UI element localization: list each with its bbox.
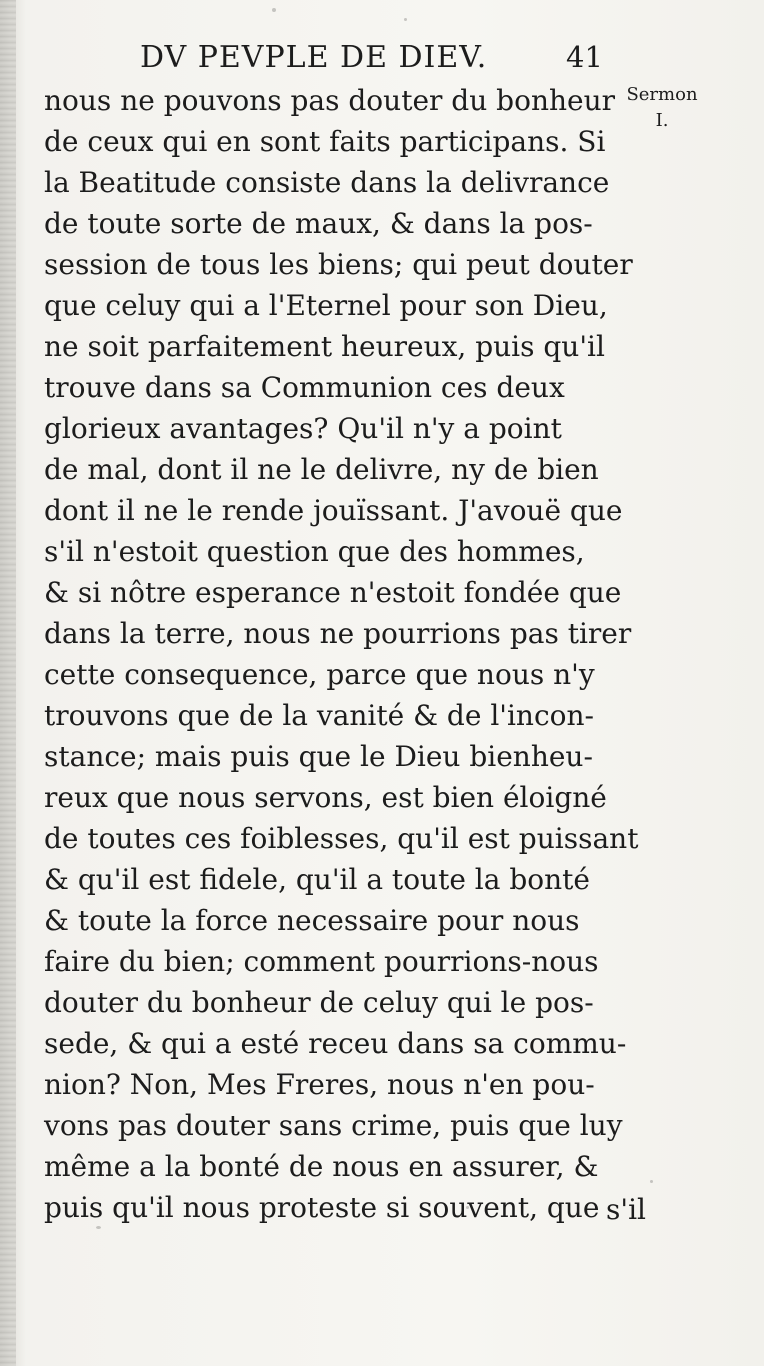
text-line: douter du bonheur de celuy qui le pos- [44,986,594,1019]
body-text [44,80,644,1228]
text-line: trouvons que de la vanité & de l'incon- [44,699,594,732]
text-line: session de tous les biens; qui peut douter [44,248,633,281]
text-line: s'il n'estoit question que des hommes, [44,535,585,568]
text-line: faire du bien; comment pourrions-nous [44,945,599,978]
scan-speck [272,8,276,12]
running-head: DV PEVPLE DE DIEV. [140,40,488,75]
text-line: trouve dans sa Communion ces deux [44,371,565,404]
margin-note-label: Sermon [626,84,698,105]
text-line: & qu'il est fidele, qu'il a toute la bonté [44,863,590,896]
text-line: de toutes ces foiblesses, qu'il est puissant [44,822,639,855]
scan-speck [650,1180,653,1183]
text-line: ne soit parfaitement heureux, puis qu'il [44,330,605,363]
text-line: nous ne pouvons pas douter du bonheur [44,84,615,117]
scan-speck [466,1206,469,1209]
text-line: même a la bonté de nous en assurer, & [44,1150,599,1183]
margin-note-number: I. [655,110,669,132]
text-line: cette consequence, parce que nous n'y [44,658,595,691]
text-line: & si nôtre esperance n'estoit fondée que [44,576,622,609]
text-line: reux que nous servons, est bien éloigné [44,781,607,814]
text-line: dans la terre, nous ne pourrions pas tirer [44,617,632,650]
scan-speck [96,1226,101,1229]
catchword: s'il [606,1193,646,1226]
text-line: & toute la force necessaire pour nous [44,904,580,937]
text-line: la Beatitude consiste dans la delivrance [44,166,610,199]
text-line: sede, & qui a esté receu dans sa commu- [44,1027,627,1060]
text-line: de ceux qui en sont faits participans. Si [44,125,606,158]
text-line: stance; mais puis que le Dieu bienheu- [44,740,593,773]
scan-speck [404,18,407,21]
text-line: vons pas douter sans crime, puis que luy [44,1109,623,1142]
text-line: puis qu'il nous proteste si souvent, que [44,1191,600,1224]
text-line: dont il ne le rende jouïssant. J'avouë que [44,494,623,527]
text-line: que celuy qui a l'Eternel pour son Dieu, [44,289,608,322]
page-number: 41 [566,40,603,74]
text-line: de toute sorte de maux, & dans la pos- [44,207,593,240]
text-line: de mal, dont il ne le delivre, ny de bien [44,453,599,486]
text-line: nion? Non, Mes Freres, nous n'en pou- [44,1068,595,1101]
text-line: glorieux avantages? Qu'il n'y a point [44,412,562,445]
